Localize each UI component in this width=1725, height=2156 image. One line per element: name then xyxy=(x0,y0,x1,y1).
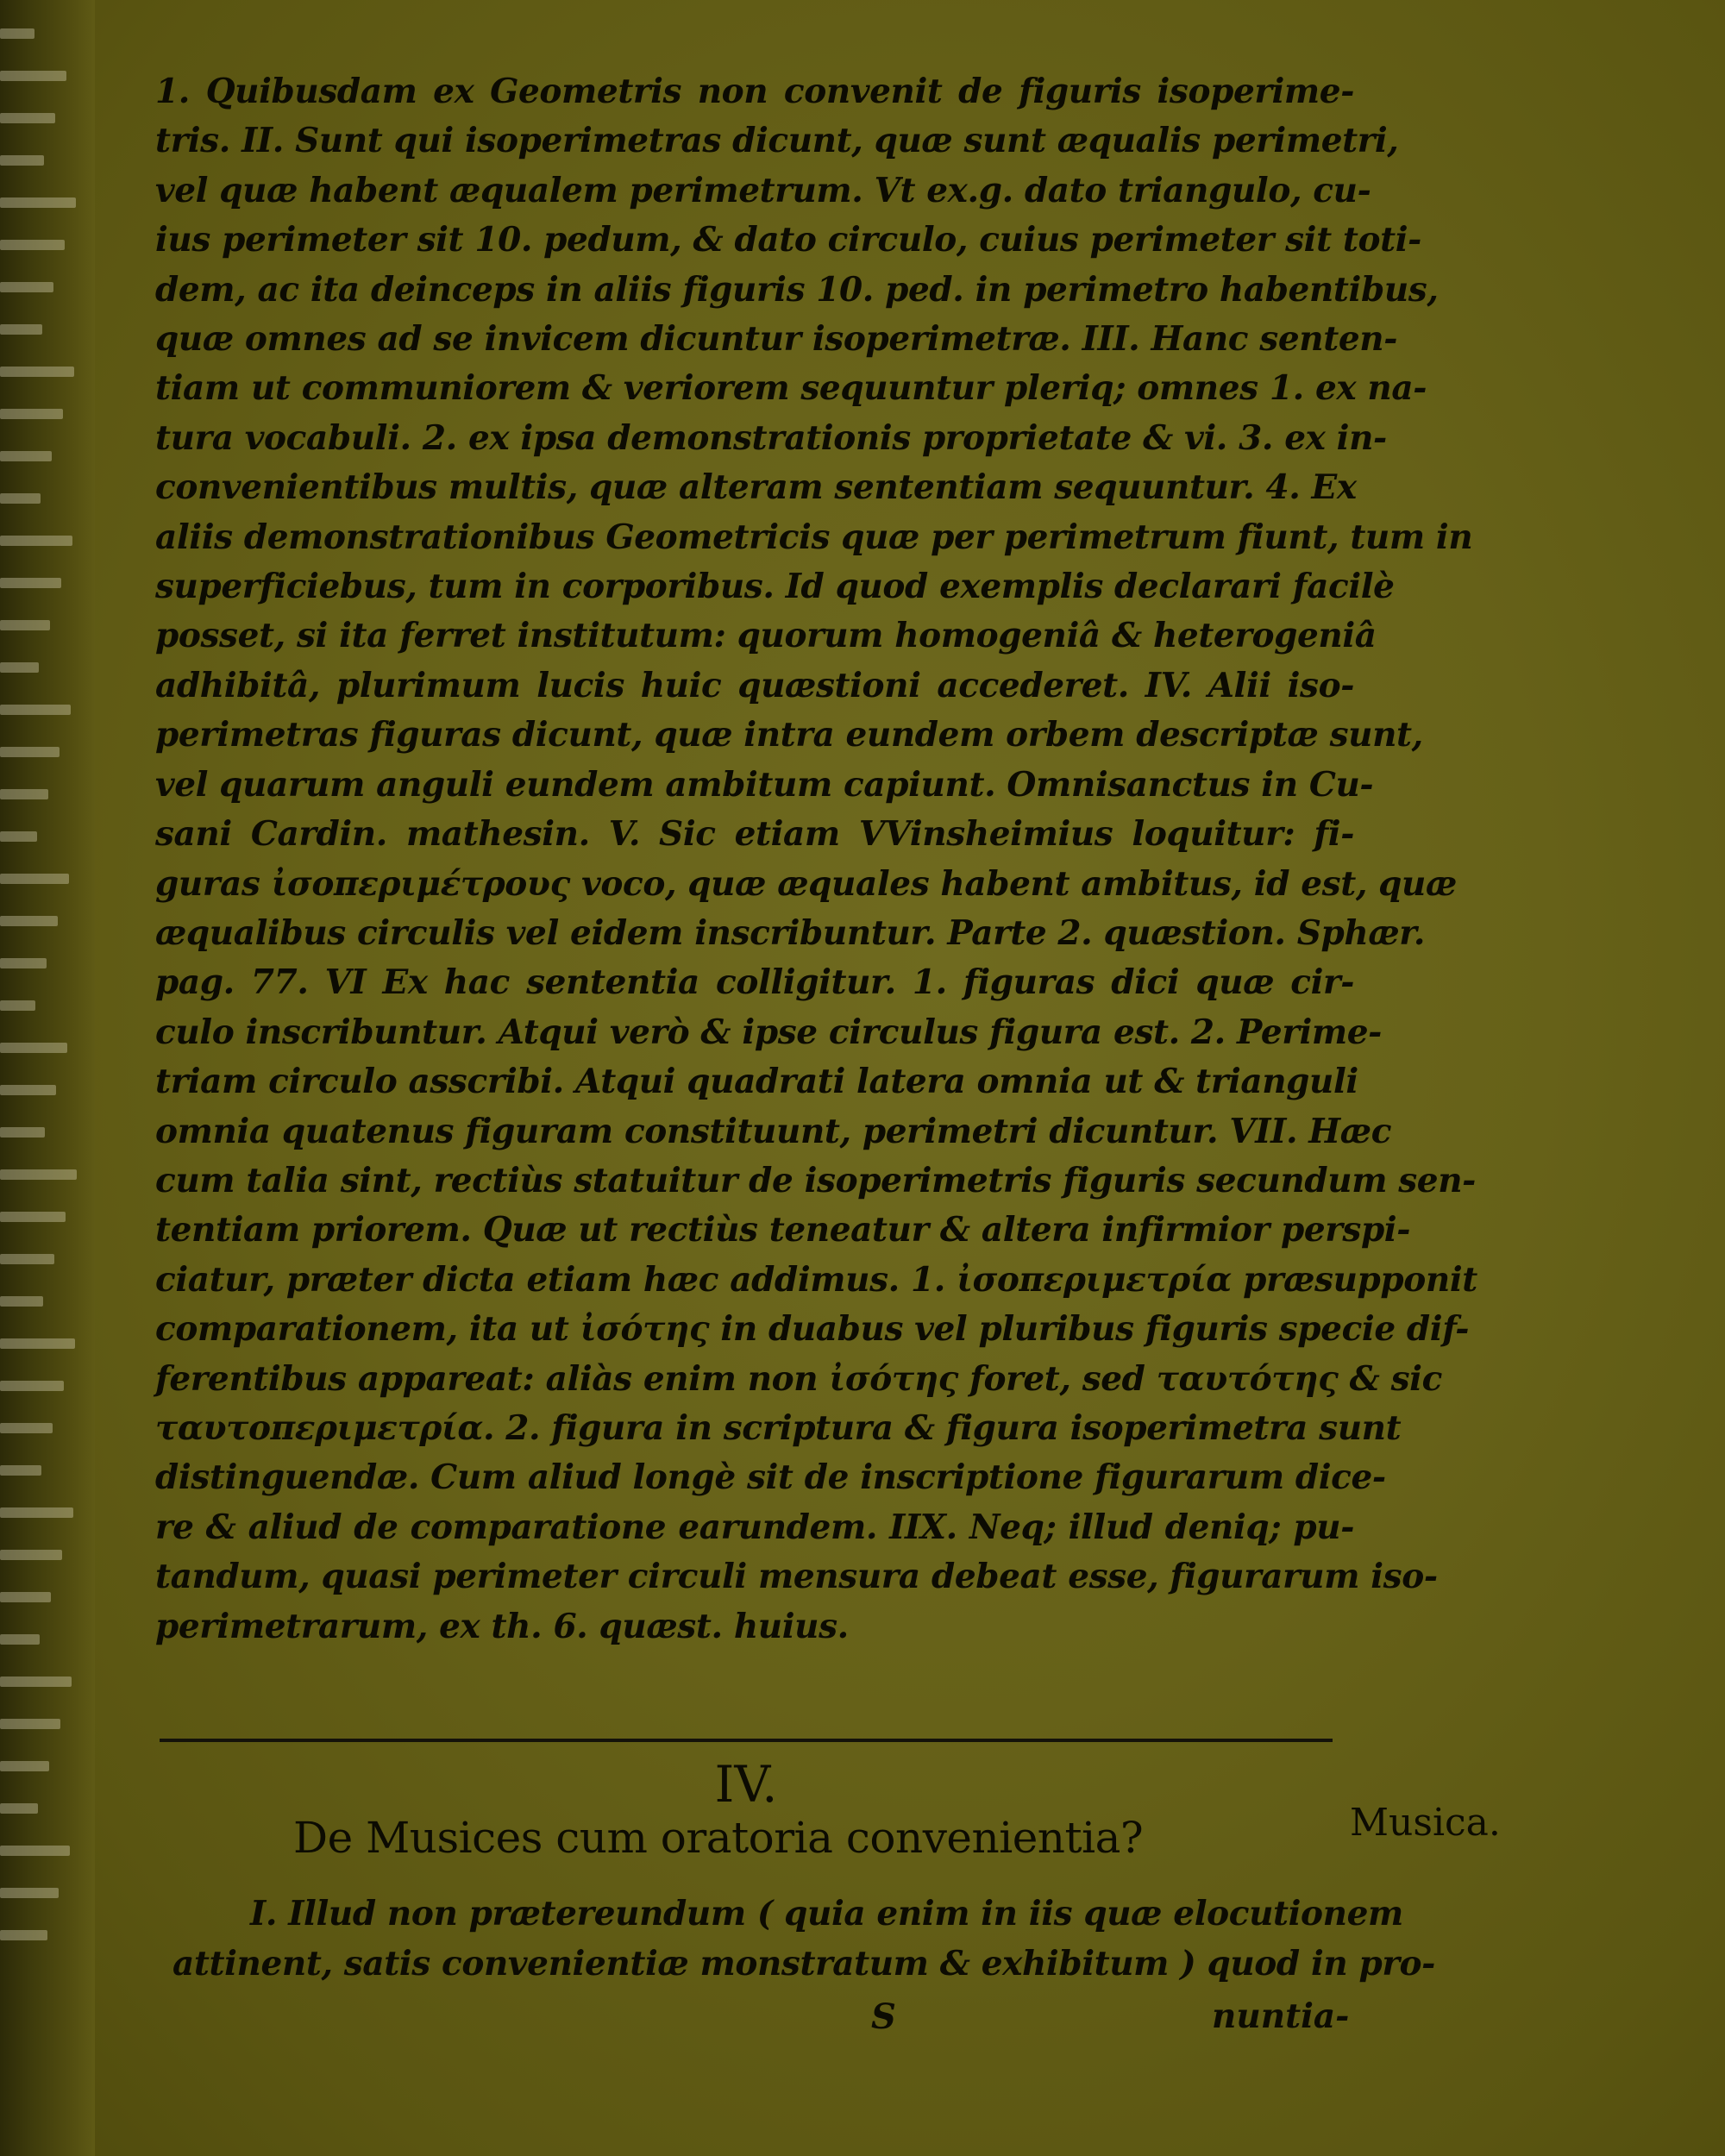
facing-page-bleed-mark xyxy=(0,1420,82,1436)
facing-page-bleed-mark xyxy=(0,1843,82,1858)
facing-page-bleed-mark xyxy=(0,1589,82,1605)
margin-note: Musica. xyxy=(1350,1801,1501,1845)
facing-page-bleed-mark xyxy=(0,702,82,718)
facing-page-bleed-mark xyxy=(0,1378,82,1394)
facing-page-bleed-mark xyxy=(0,1716,82,1732)
facing-page-bleed-mark xyxy=(0,406,82,422)
text-line: vel quarum anguli eundem ambitum capiunt. Omnisanctus in Cu- xyxy=(155,764,1374,805)
section-body-text xyxy=(172,1889,1435,1989)
signature-mark: S xyxy=(871,1996,896,2037)
text-line: perimetras figuras dicunt, quæ intra eundem orbem descriptæ sunt, xyxy=(155,715,1423,755)
text-line: tiam ut communiorem & veriorem sequuntur pleriq; omnes 1. ex na- xyxy=(155,368,1427,409)
facing-page-bleed-mark xyxy=(0,1336,82,1351)
facing-page-bleed-mark xyxy=(0,279,82,295)
facing-page-bleed-mark xyxy=(0,575,82,591)
text-line: posset, si ita ferret institutum: quorum homogeniâ & heterogeniâ xyxy=(155,616,1377,656)
facing-page-bleed-mark xyxy=(0,1463,82,1478)
text-line: ferentibus appareat: aliàs enim non ἰσότης foret, sed ταυτότης & sic xyxy=(155,1358,1442,1399)
page-gutter-shadow xyxy=(0,0,95,2156)
catchword: nuntia- xyxy=(1212,1996,1350,2036)
facing-page-bleed-mark xyxy=(0,491,82,506)
facing-page-bleed-mark xyxy=(0,1082,82,1098)
text-line: ius perimeter sit 10. pedum, & dato circulo, cuius perimeter sit toti- xyxy=(155,220,1421,260)
text-line: distinguendæ. Cum aliud longè sit de inscriptione figurarum dice- xyxy=(155,1457,1386,1498)
text-line: culo inscribuntur. Atqui verò & ipse circulus figura est. 2. Perime- xyxy=(155,1012,1382,1052)
facing-page-bleed-mark xyxy=(0,237,82,253)
text-line: tandum, quasi perimeter circuli mensura debeat esse, figurarum iso- xyxy=(155,1557,1438,1597)
facing-page-bleed-mark xyxy=(0,956,82,971)
facing-page-bleed-mark xyxy=(0,913,82,929)
facing-page-bleed-mark xyxy=(0,1167,82,1182)
facing-page-bleed-mark xyxy=(0,871,82,887)
facing-page-bleed-mark xyxy=(0,364,82,379)
text-line: dem, ac ita deinceps in aliis figuris 10. ped. in perimetro habentibus, xyxy=(155,269,1439,310)
facing-page-bleed-mark xyxy=(0,1927,82,1943)
text-line: omnia quatenus figuram constituunt, perimetri dicuntur. VII. Hæc xyxy=(155,1111,1392,1151)
facing-page-bleed-mark xyxy=(0,998,82,1013)
facing-page-bleed-mark xyxy=(0,1674,82,1689)
facing-page-bleed-mark xyxy=(0,1294,82,1309)
facing-page-bleed-mark xyxy=(0,1505,82,1520)
text-line: triam circulo asscribi. Atqui quadrati latera omnia ut & trianguli xyxy=(155,1062,1358,1102)
text-line: sani Cardin. mathesin. V. Sic etiam VVinsheimius loquitur: fi- xyxy=(155,814,1354,855)
text-line: 1. Quibusdam ex Geometris non convenit de figuris isoperime- xyxy=(155,72,1354,111)
text-line: vel quæ habent æqualem perimetrum. Vt ex.g. dato triangulo, cu- xyxy=(155,170,1371,210)
facing-page-bleed-mark xyxy=(0,68,82,84)
text-line: adhibitâ, plurimum lucis huic quæstioni accederet. IV. Alii iso- xyxy=(155,665,1354,705)
text-line: ciatur, præter dicta etiam hæc addimus. 1. ἰσοπεριμετρία præsupponit xyxy=(155,1259,1477,1300)
text-line: æqualibus circulis vel eidem inscribuntur. Parte 2. quæstion. Sphær. xyxy=(155,912,1426,953)
facing-page-bleed-mark xyxy=(0,1251,82,1267)
text-line: guras ἰσοπεριμέτρους voco, quæ æquales habent ambitus, id est, quæ xyxy=(155,863,1457,904)
facing-page-bleed-mark xyxy=(0,1125,82,1140)
facing-page-bleed-mark xyxy=(0,110,82,126)
facing-page-bleed-mark xyxy=(0,1209,82,1225)
text-line: tura vocabuli. 2. ex ipsa demonstrationis proprietate & vi. 3. ex in- xyxy=(155,417,1387,458)
facing-page-bleed-mark xyxy=(0,322,82,337)
facing-page-bleed-mark xyxy=(0,1547,82,1563)
facing-page-bleed-mark xyxy=(0,1040,82,1056)
text-line: quæ omnes ad se invicem dicuntur isoperimetræ. III. Hanc senten- xyxy=(155,319,1398,360)
text-line: comparationem, ita ut ἰσότης in duabus vel pluribus figuris specie dif- xyxy=(155,1309,1469,1350)
text-line: tris. II. Sunt qui isoperimetras dicunt, quæ sunt æqualis perimetri, xyxy=(155,121,1399,161)
text-line: superficiebus, tum in corporibus. Id quod exemplis declarari facilè xyxy=(155,567,1395,607)
text-line: tentiam priorem. Quæ ut rectiùs teneatur & altera infirmior perspi- xyxy=(155,1210,1411,1250)
text-line: pag. 77. VI Ex hac sententia colligitur. 1. figuras dici quæ cir- xyxy=(155,962,1354,1003)
facing-page-bleed-mark xyxy=(0,448,82,464)
text-line: convenientibus multis, quæ alteram sententiam sequuntur. 4. Ex xyxy=(155,467,1357,508)
facing-page-bleed-mark xyxy=(0,829,82,844)
facing-page-bleed-mark xyxy=(0,533,82,548)
facing-page-bleed-mark xyxy=(0,617,82,633)
text-line: attinent, satis convenientiæ monstratum & exhibitum ) quod in pro- xyxy=(172,1944,1435,1984)
facing-page-bleed-mark xyxy=(0,1632,82,1647)
text-line: perimetrarum, ex th. 6. quæst. huius. xyxy=(155,1606,849,1646)
facing-page-bleed-mark xyxy=(0,660,82,675)
main-text-block xyxy=(155,67,1477,1651)
facing-page-bleed-mark xyxy=(0,1885,82,1901)
facing-page-bleed-mark xyxy=(0,744,82,760)
section-title: De Musices cum oratoria convenientia? xyxy=(293,1813,1144,1863)
text-line: cum talia sint, rectiùs statuitur de isoperimetris figuris secundum sen- xyxy=(155,1160,1476,1200)
facing-page-bleed-mark xyxy=(0,26,82,41)
facing-page-bleed-mark xyxy=(0,787,82,802)
facing-page-bleed-mark xyxy=(0,153,82,168)
section-number: IV. xyxy=(714,1755,778,1814)
section-divider-rule xyxy=(160,1739,1333,1742)
text-line: aliis demonstrationibus Geometricis quæ per perimetrum fiunt, tum in xyxy=(155,517,1473,557)
text-line: re & aliud de comparatione earundem. IIX. Neq; illud deniq; pu- xyxy=(155,1507,1354,1547)
text-line: I. Illud non prætereundum ( quia enim in iis quæ elocutionem xyxy=(250,1894,1403,1934)
text-line: ταυτοπεριμετρία. 2. figura in scriptura & figura isoperimetra sunt xyxy=(155,1407,1402,1448)
facing-page-bleed-mark xyxy=(0,195,82,210)
